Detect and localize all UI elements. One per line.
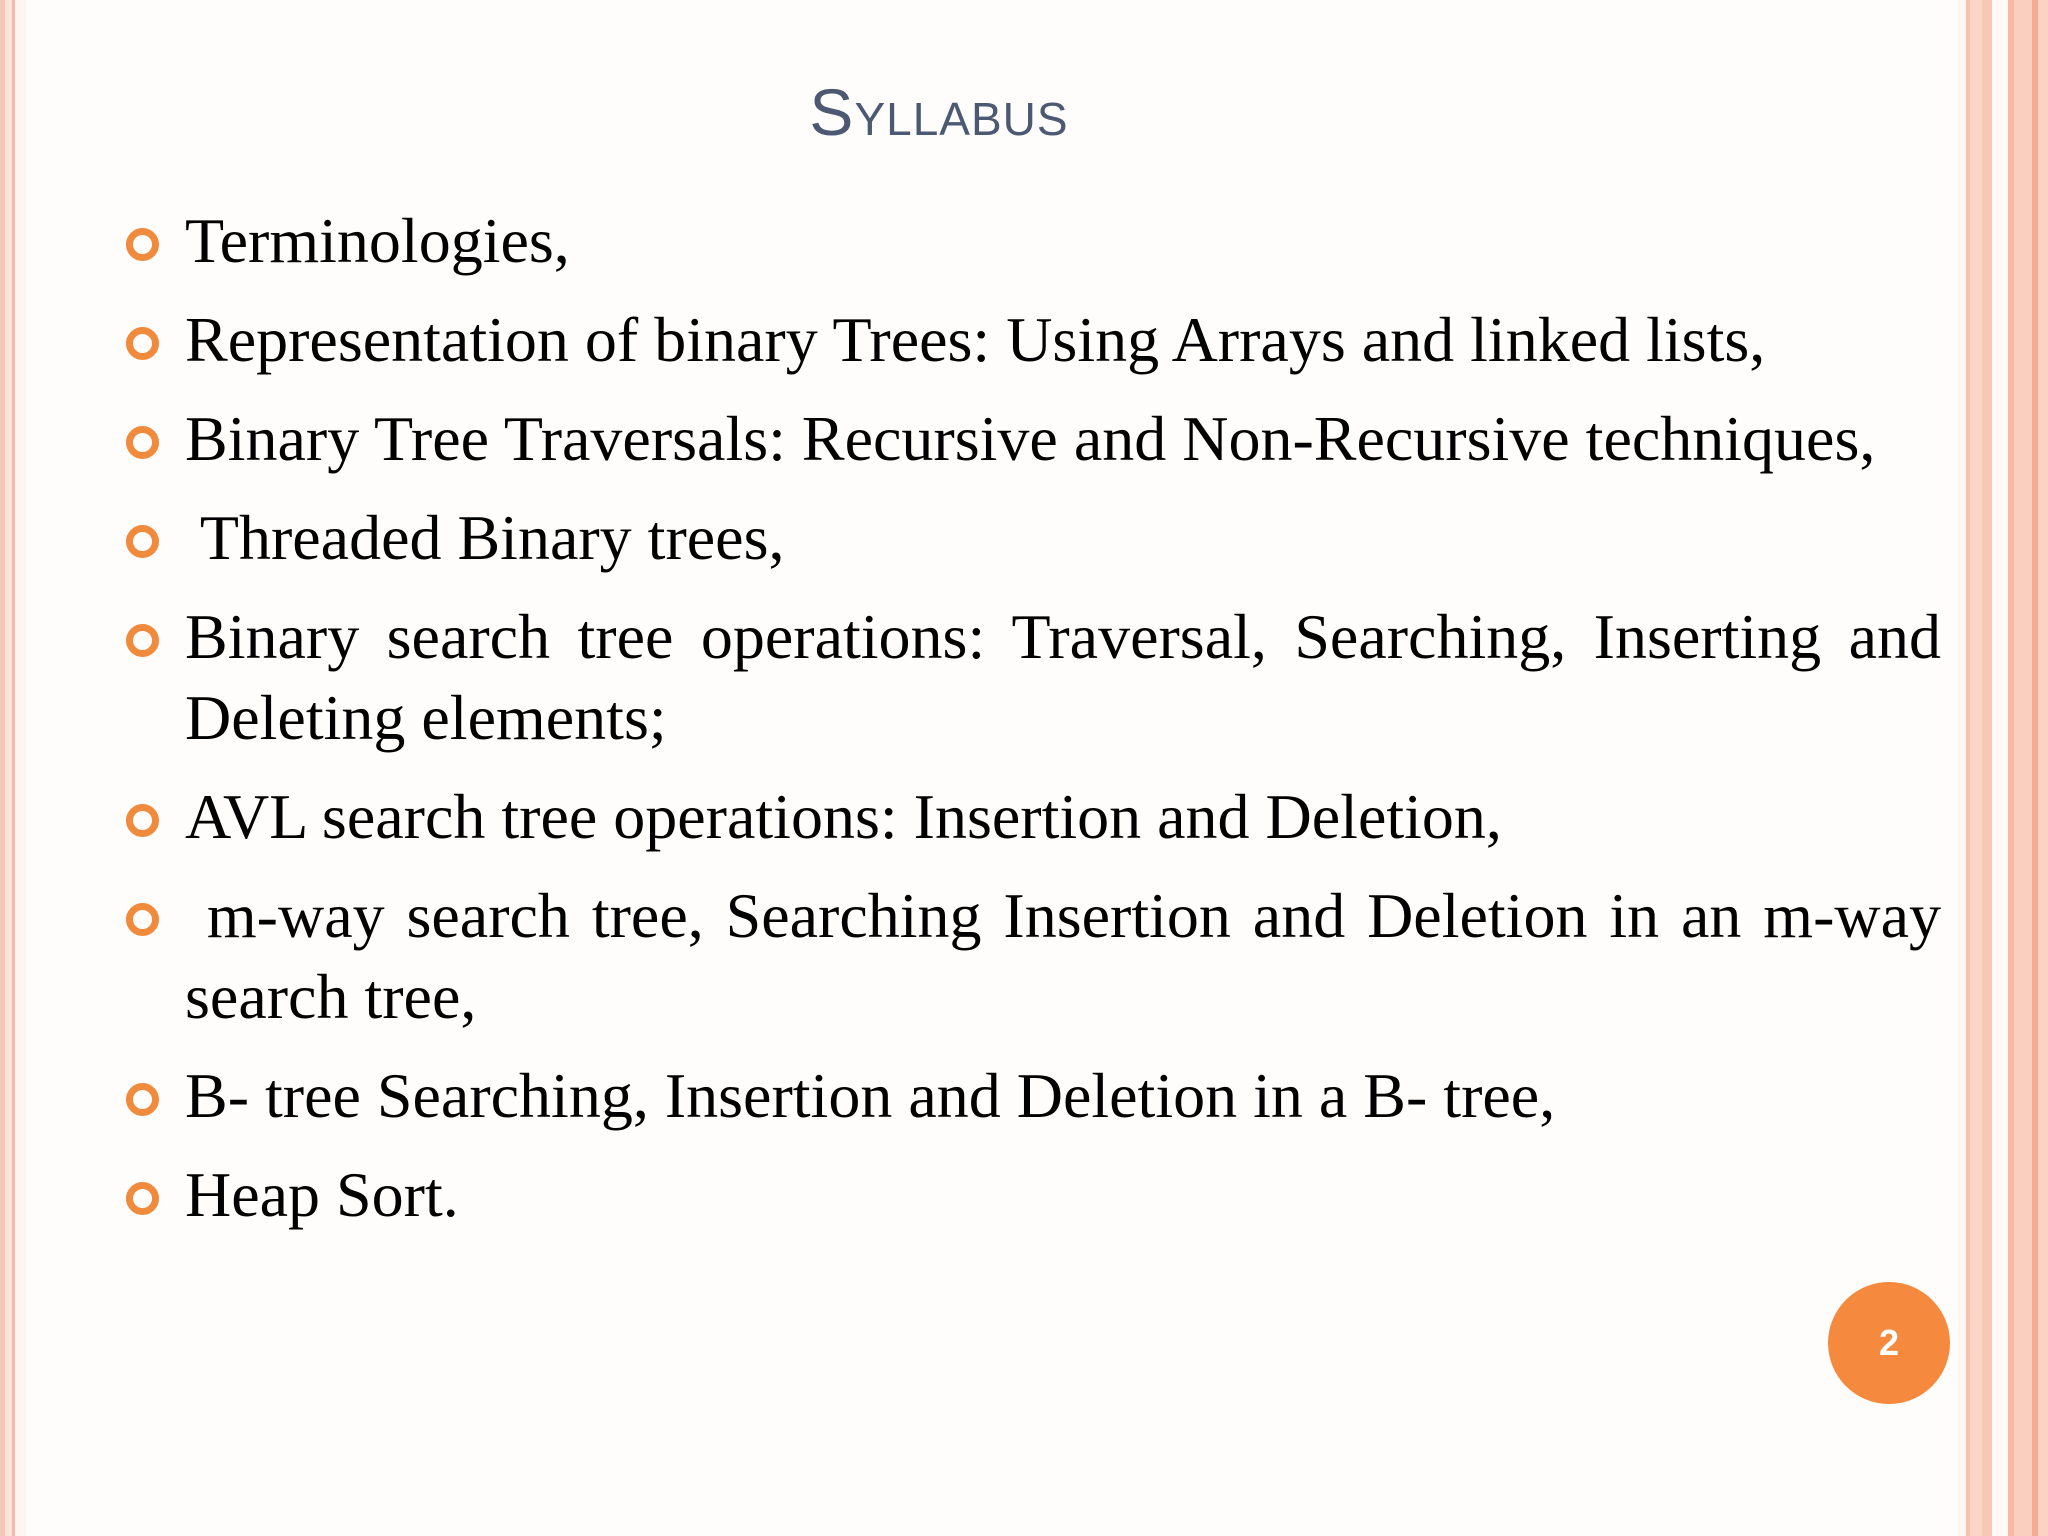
list-item-text: m-way search tree, Searching Insertion and Deletion in an m-way search tree, bbox=[185, 880, 1958, 1032]
ring-bullet-icon bbox=[126, 525, 159, 558]
list-item-text: AVL search tree operations: Insertion and Deletion, bbox=[185, 781, 1502, 852]
slide-title: Syllabus bbox=[809, 75, 1069, 149]
list-item bbox=[126, 398, 1941, 479]
ring-bullet-icon bbox=[126, 804, 159, 837]
ring-bullet-icon bbox=[126, 327, 159, 360]
list-item bbox=[126, 776, 1941, 857]
list-item-text: Binary Tree Traversals: Recursive and Non-Recursive techniques, bbox=[185, 403, 1876, 474]
left-decorative-border bbox=[0, 0, 26, 1536]
list-item bbox=[126, 299, 1941, 380]
list-item bbox=[126, 497, 1941, 578]
ring-bullet-icon bbox=[126, 1182, 159, 1215]
syllabus-list bbox=[126, 200, 1958, 1253]
list-item bbox=[126, 200, 1941, 281]
page-number-badge: 2 bbox=[1828, 1282, 1950, 1404]
list-item bbox=[126, 1055, 1941, 1136]
ring-bullet-icon bbox=[126, 1083, 159, 1116]
list-item-text: Heap Sort. bbox=[185, 1159, 459, 1230]
list-item-text: Terminologies, bbox=[185, 205, 570, 276]
list-item-text: Binary search tree operations: Traversal, Searching, Inserting and Deleting elements; bbox=[185, 601, 1941, 753]
list-item bbox=[126, 596, 1941, 758]
ring-bullet-icon bbox=[126, 624, 159, 657]
list-item bbox=[126, 875, 1958, 1037]
list-item bbox=[126, 1154, 1941, 1235]
list-item-text: B- tree Searching, Insertion and Deletion in a B- tree, bbox=[185, 1060, 1556, 1131]
list-item-text: Representation of binary Trees: Using Arrays and linked lists, bbox=[185, 304, 1766, 375]
list-item-text: Threaded Binary trees, bbox=[185, 502, 785, 573]
ring-bullet-icon bbox=[126, 228, 159, 261]
right-decorative-border bbox=[1958, 0, 2048, 1536]
ring-bullet-icon bbox=[126, 903, 159, 936]
ring-bullet-icon bbox=[126, 426, 159, 459]
